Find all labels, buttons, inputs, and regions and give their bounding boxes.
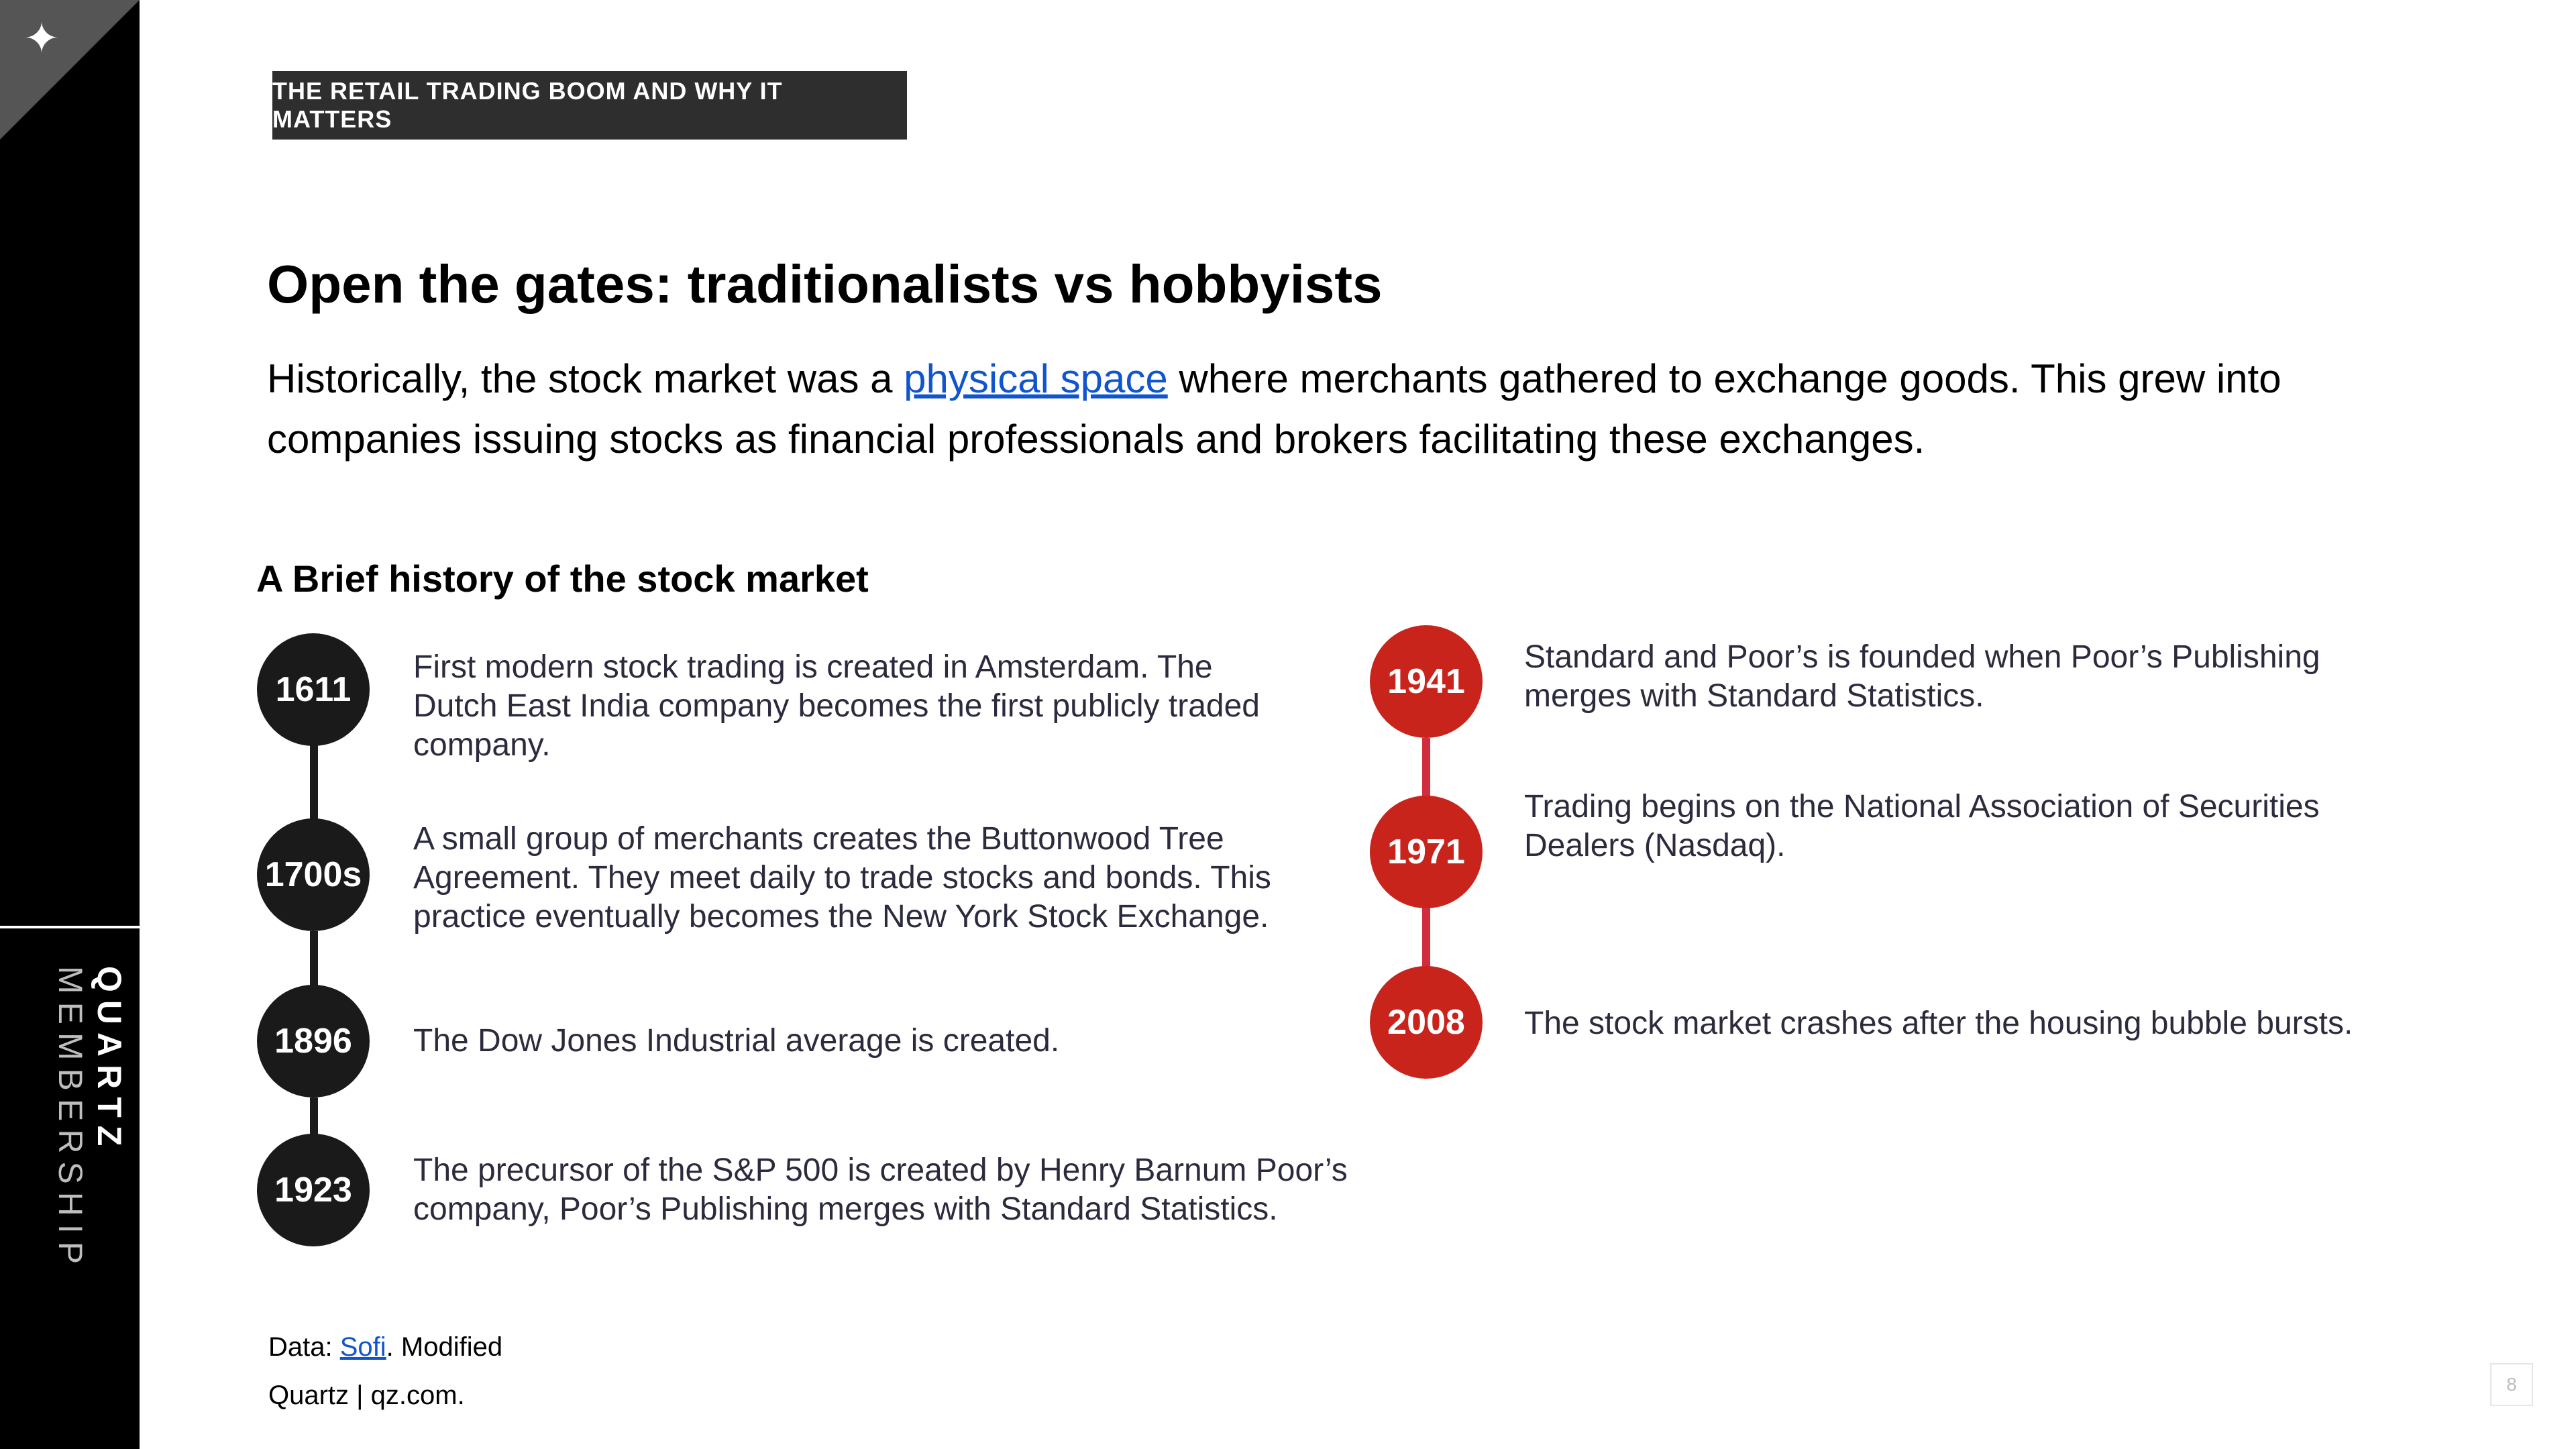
page-number: 8	[2490, 1363, 2533, 1406]
timeline-connector	[1422, 738, 1430, 798]
credit-line: Quartz | qz.com.	[268, 1381, 465, 1410]
timeline-event-text: Trading begins on the National Association of Securities Dealers (Nasdaq).	[1524, 789, 2320, 863]
sofi-link[interactable]: Sofi	[339, 1332, 386, 1362]
timeline-event-text: First modern stock trading is created in Amsterdam. The Dutch East India company becomes the first publicly traded company.	[413, 649, 1260, 763]
timeline-heading: A Brief history of the stock market	[256, 557, 869, 600]
timeline-event-text: The stock market crashes after the housing bubble bursts.	[1524, 1006, 2353, 1041]
intro-text-before: Historically, the stock market was a	[267, 356, 904, 401]
brand-wordmark	[51, 966, 129, 1449]
timeline-year-node: 1896	[257, 985, 370, 1097]
timeline-year-node: 1611	[257, 633, 370, 746]
intro-text-after: where merchants gathered to exchange goods. This grew into companies issuing stocks as financial professionals and brokers facilitating these exchanges.	[267, 356, 2282, 462]
intro-paragraph	[267, 349, 2387, 470]
data-source	[268, 1332, 502, 1362]
timeline-connector	[310, 1097, 318, 1135]
timeline-year-node: 1923	[257, 1134, 370, 1246]
timeline-year-node: 1971	[1370, 796, 1483, 908]
timeline-event-text: A small group of merchants creates the Buttonwood Tree Agreement. They meet daily to trade stocks and bonds. This practice eventually becomes the New York Stock Exchange.	[413, 821, 1271, 934]
timeline-year-node: 1941	[1370, 625, 1483, 738]
physical-space-link[interactable]: physical space	[904, 356, 1168, 401]
sidebar	[0, 0, 140, 1449]
source-suffix: . Modified	[386, 1332, 503, 1362]
sparkle-icon[interactable]: ✦	[23, 14, 60, 64]
timeline-event-text: Standard and Poor’s is founded when Poor’s Publishing merges with Standard Statistics.	[1524, 639, 2320, 714]
slide-title: Open the gates: traditionalists vs hobbyists	[267, 254, 1383, 314]
timeline-event-text: The Dow Jones Industrial average is created.	[413, 1023, 1060, 1059]
timeline-event-text: The precursor of the S&P 500 is created by Henry Barnum Poor’s company, Poor’s Publishing merges with Standard Statistics.	[413, 1152, 1348, 1227]
timeline-year-node: 1700s	[257, 818, 370, 931]
section-tag: THE RETAIL TRADING BOOM AND WHY IT MATTERS	[272, 71, 907, 140]
source-prefix: Data:	[268, 1332, 340, 1362]
timeline-year-node: 2008	[1370, 966, 1483, 1079]
sidebar-divider	[0, 926, 140, 928]
brand-secondary: MEMBERSHIP	[52, 966, 89, 1273]
brand-primary: QUARTZ	[91, 966, 128, 1155]
timeline-connector	[1422, 907, 1430, 969]
